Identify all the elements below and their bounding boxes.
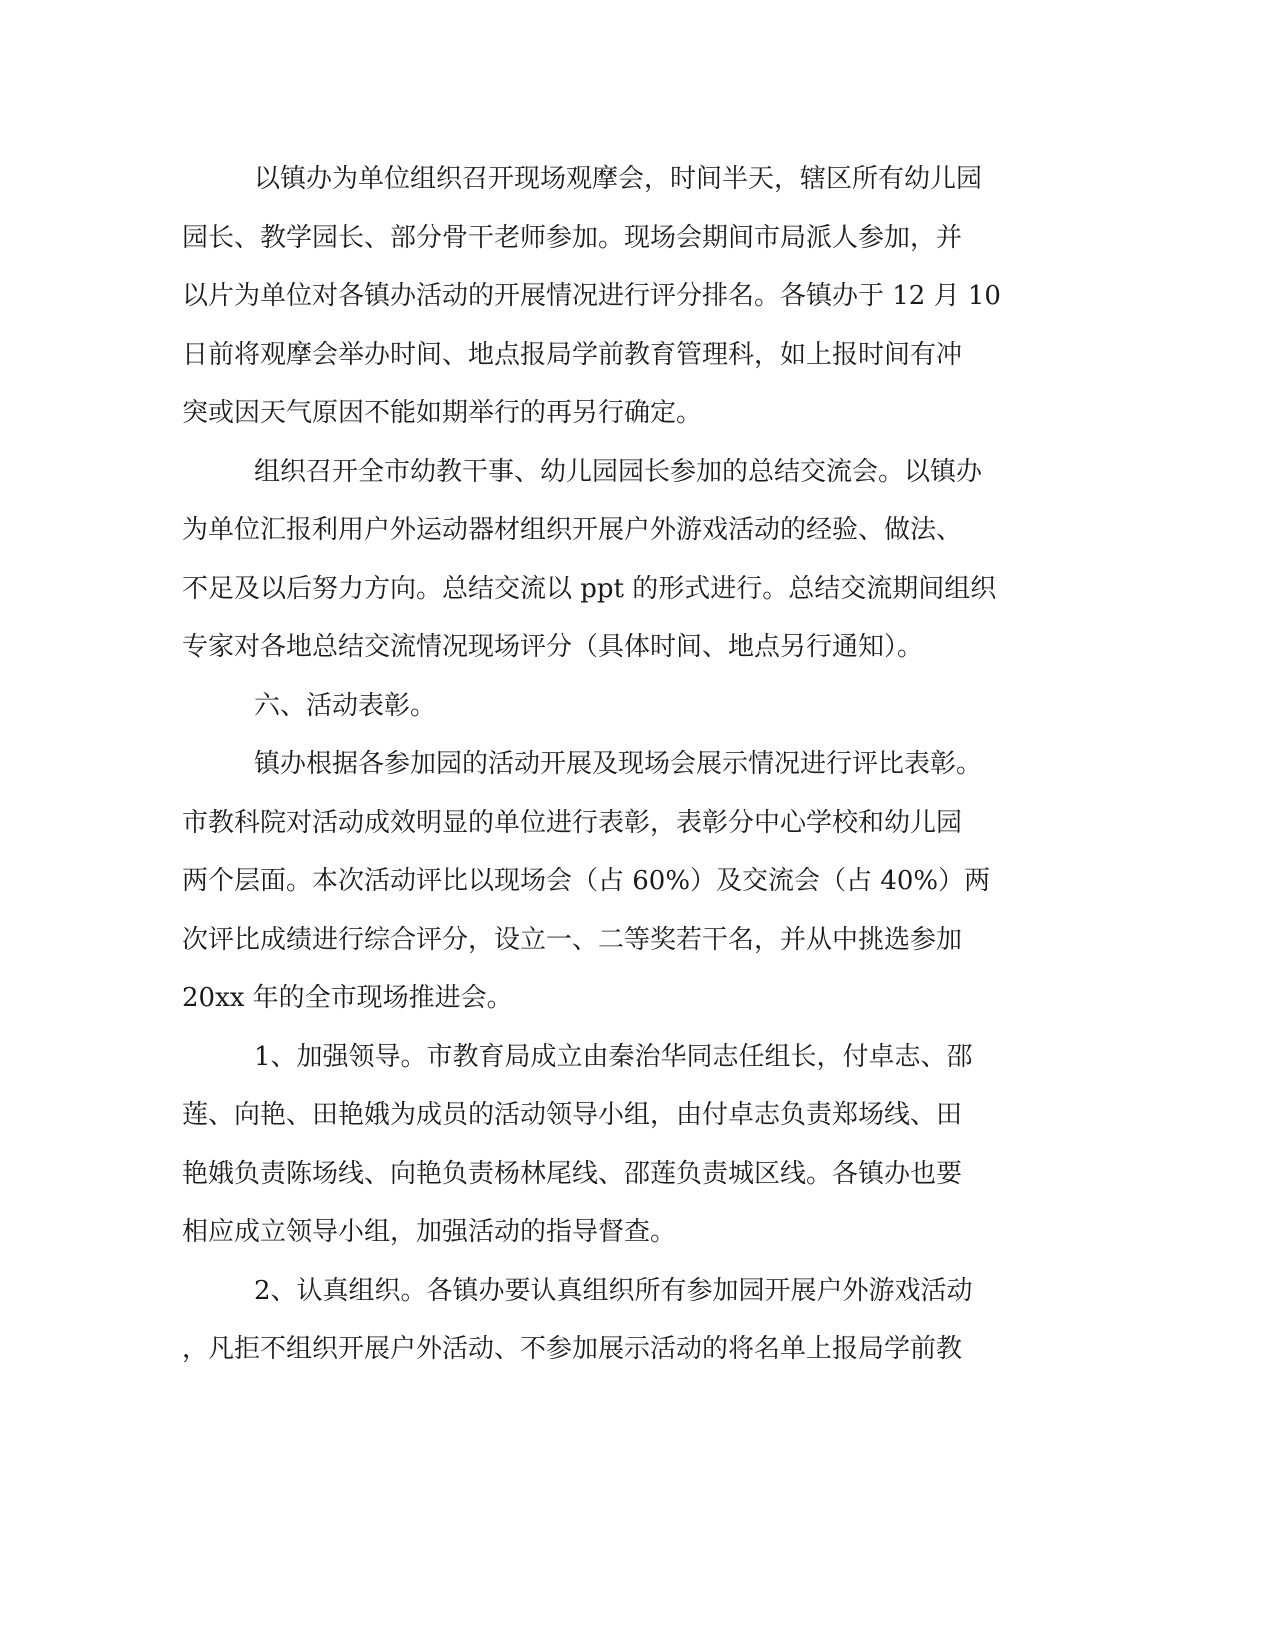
text-line: 1、加强领导。市教育局成立由秦治华同志任组长，付卓志、邵 — [254, 1041, 973, 1072]
text-line: 突或因天气原因不能如期举行的再另行确定。 — [182, 398, 703, 428]
text-line: 不足及以后努力方向。总结交流以 ppt 的形式进行。总结交流期间组织 — [182, 573, 997, 604]
paragraph-4 — [182, 1028, 1032, 1262]
text-line: 以镇办为单位组织召开现场观摩会，时间半天，辖区所有幼儿园 — [254, 164, 983, 194]
text-line: 相应成立领导小组，加强活动的指导督查。 — [182, 1217, 677, 1247]
text-line: 莲、向艳、田艳娥为成员的活动领导小组，由付卓志负责郑场线、田 — [182, 1100, 963, 1130]
text-line: 为单位汇报利用户外运动器材组织开展户外游戏活动的经验、做法、 — [182, 515, 963, 545]
paragraph-5 — [182, 1262, 1032, 1379]
text-line: 2、认真组织。各镇办要认真组织所有参加园开展户外游戏活动 — [254, 1275, 973, 1306]
section-heading — [182, 677, 1032, 736]
text-line: 市教科院对活动成效明显的单位进行表彰，表彰分中心学校和幼儿园 — [182, 807, 963, 838]
text-line: 艳娥负责陈场线、向艳负责杨林尾线、邵莲负责城区线。各镇办也要 — [182, 1158, 963, 1189]
text-line: 以片为单位对各镇办活动的开展情况进行评分排名。各镇办于 12 月 10 — [182, 281, 1001, 311]
paragraph-2 — [182, 443, 1032, 677]
text-line: 组织召开全市幼教干事、幼儿园园长参加的总结交流会。以镇办 — [254, 456, 983, 487]
paragraph-1 — [182, 150, 1032, 443]
text-line: ，凡拒不组织开展户外活动、不参加展示活动的将名单上报局学前教 — [182, 1334, 963, 1364]
text-line: 日前将观摩会举办时间、地点报局学前教育管理科，如上报时间有冲 — [182, 339, 963, 370]
text-line: 次评比成绩进行综合评分，设立一、二等奖若干名，并从中挑选参加 — [182, 924, 963, 955]
paragraph-3 — [182, 735, 1032, 1028]
text-line: 镇办根据各参加园的活动开展及现场会展示情况进行评比表彰。 — [254, 749, 983, 779]
document-page — [182, 150, 1032, 1379]
text-line: 六、活动表彰。 — [254, 690, 437, 721]
text-line: 园长、教学园长、部分骨干老师参加。现场会期间市局派人参加，并 — [182, 222, 963, 253]
text-line: 两个层面。本次活动评比以现场会（占 60%）及交流会（占 40%）两 — [182, 866, 991, 896]
text-line: 20xx 年的全市现场推进会。 — [182, 983, 513, 1013]
text-line: 专家对各地总结交流情况现场评分（具体时间、地点另行通知）。 — [182, 632, 924, 662]
